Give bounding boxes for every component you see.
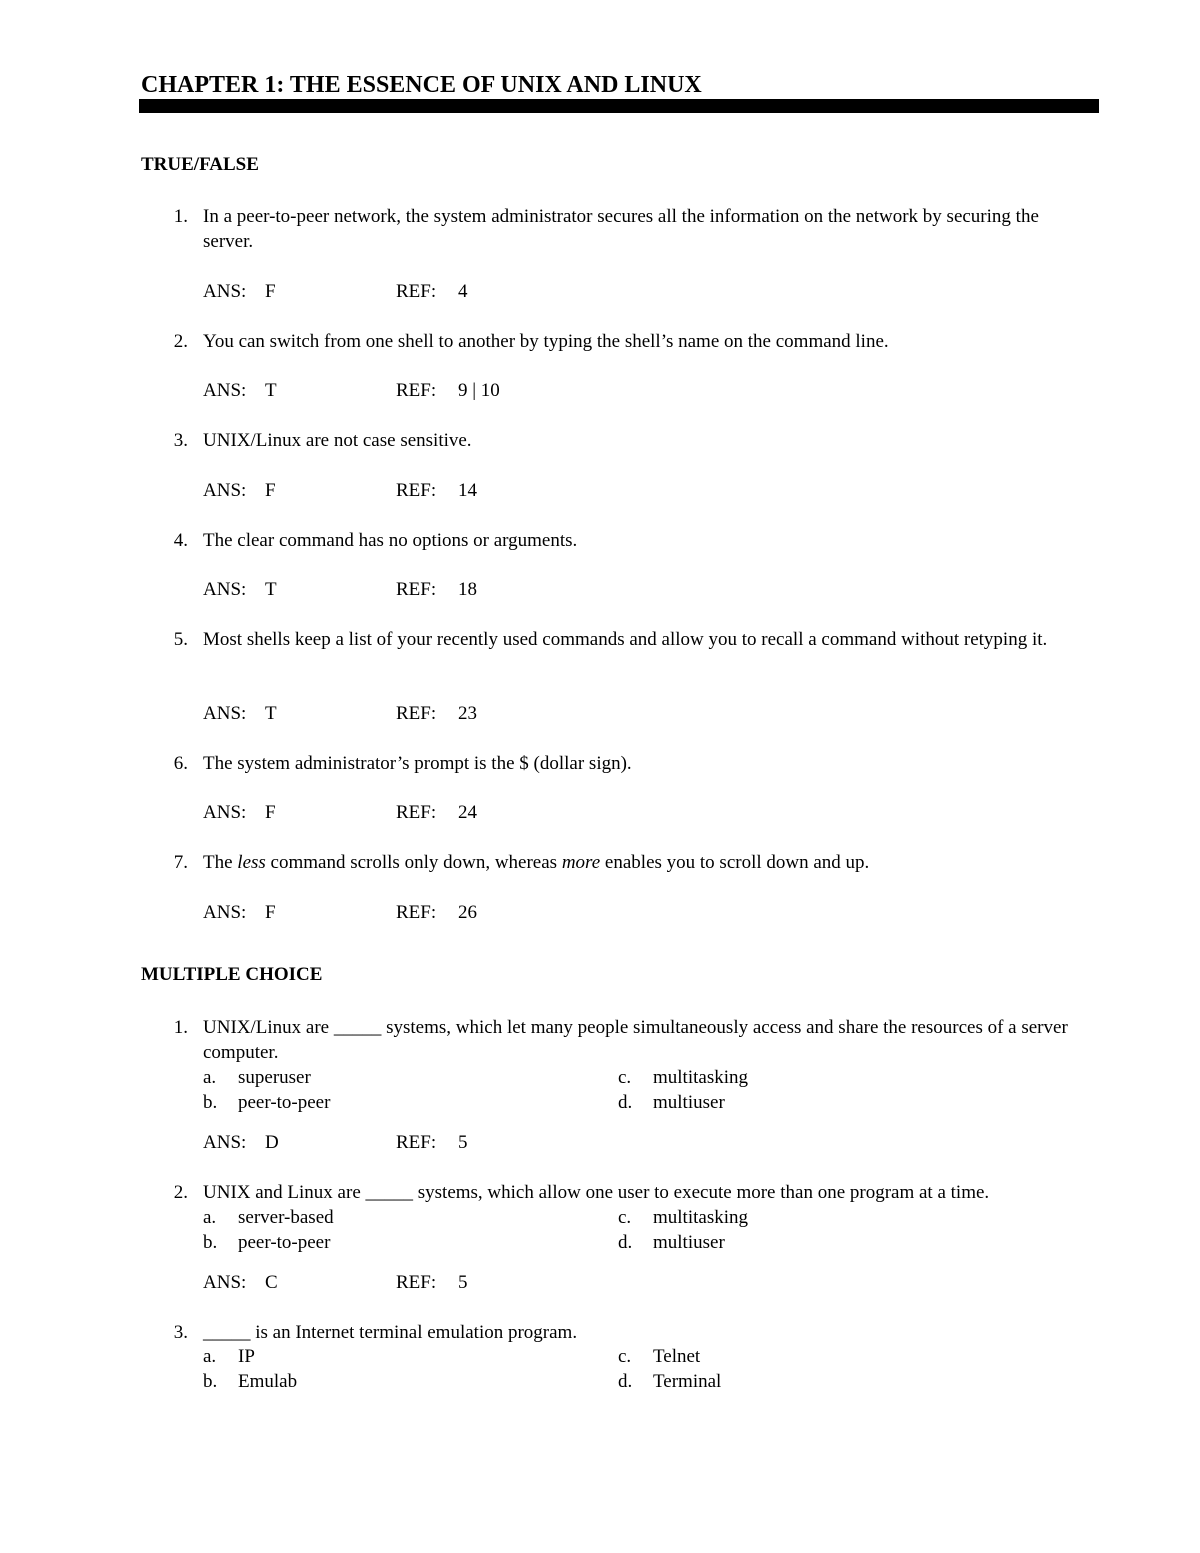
question-text: Most shells keep a list of your recently used commands and allow you to recall a command without retyping it. <box>203 629 1048 650</box>
ans-value: D <box>265 1132 279 1153</box>
ans-value: C <box>265 1272 278 1293</box>
ans-label: ANS: <box>203 1272 247 1293</box>
mc-question-1 <box>141 1015 1091 1065</box>
question-number: 6. <box>173 753 188 774</box>
chapter-title: CHAPTER 1: THE ESSENCE OF UNIX AND LINUX <box>141 72 702 98</box>
option-text: superuser <box>238 1067 311 1088</box>
mc-question-3 <box>141 1320 1091 1345</box>
ans-label: ANS: <box>203 380 247 401</box>
option-letter: d. <box>618 1092 633 1113</box>
ref-label: REF: <box>396 802 437 823</box>
tf-question-2 <box>141 329 1091 354</box>
option-text: multiuser <box>653 1092 725 1113</box>
ans-label: ANS: <box>203 579 247 600</box>
ans-label: ANS: <box>203 902 247 923</box>
option-letter: b. <box>203 1232 218 1253</box>
tf-question-6 <box>141 751 1091 776</box>
question-text <box>203 850 1091 875</box>
question-number: 4. <box>173 530 188 551</box>
question-number: 2. <box>173 331 188 352</box>
question-text-part: enables you to scroll down and up. <box>600 852 870 873</box>
option-letter: c. <box>618 1207 632 1228</box>
option-letter: c. <box>618 1346 632 1367</box>
option-text: Terminal <box>653 1371 722 1392</box>
ans-label: ANS: <box>203 480 247 501</box>
ref-label: REF: <box>396 281 437 302</box>
option-letter: d. <box>618 1371 633 1392</box>
option-text: multitasking <box>653 1207 748 1228</box>
question-text: _____ is an Internet terminal emulation program. <box>203 1322 578 1343</box>
option-text: peer-to-peer <box>238 1232 331 1253</box>
ref-value: 9 | 10 <box>458 380 500 401</box>
ref-value: 23 <box>458 703 477 724</box>
ans-label: ANS: <box>203 703 247 724</box>
ref-value: 26 <box>458 902 477 923</box>
question-text-part: command scrolls only down, whereas <box>265 852 562 873</box>
question-text: The clear command has no options or arguments. <box>203 530 578 551</box>
option-letter: a. <box>203 1067 217 1088</box>
ans-value: T <box>265 703 277 724</box>
ref-label: REF: <box>396 1132 437 1153</box>
option-letter: c. <box>618 1067 632 1088</box>
ref-value: 18 <box>458 579 477 600</box>
option-text: server-based <box>238 1207 334 1228</box>
command-name-more: more <box>561 852 601 873</box>
ans-label: ANS: <box>203 1132 247 1153</box>
question-text-part: The <box>203 852 238 873</box>
option-text: multiuser <box>653 1232 725 1253</box>
option-letter: a. <box>203 1207 217 1228</box>
question-number: 3. <box>173 430 188 451</box>
section-heading-true-false: TRUE/FALSE <box>141 154 259 175</box>
ref-label: REF: <box>396 380 437 401</box>
question-number: 2. <box>173 1182 188 1203</box>
ref-value: 24 <box>458 802 477 823</box>
question-text: UNIX/Linux are not case sensitive. <box>203 430 472 451</box>
question-number: 5. <box>173 629 188 650</box>
question-text: UNIX and Linux are _____ systems, which allow one user to execute more than one program at a time. <box>203 1182 990 1203</box>
question-number: 1. <box>173 1017 188 1038</box>
ans-value: F <box>265 281 276 302</box>
option-text: IP <box>238 1346 255 1367</box>
ref-label: REF: <box>396 703 437 724</box>
question-number: 7. <box>173 852 188 873</box>
ref-label: REF: <box>396 480 437 501</box>
ans-value: T <box>265 579 277 600</box>
ref-value: 5 <box>458 1272 468 1293</box>
ans-value: F <box>265 902 276 923</box>
tf-question-3 <box>141 428 1091 453</box>
tf-question-1 <box>141 204 1091 254</box>
option-text: multitasking <box>653 1067 748 1088</box>
section-heading-multiple-choice: MULTIPLE CHOICE <box>141 964 323 985</box>
tf-question-5 <box>141 627 1091 652</box>
question-text: UNIX/Linux are _____ systems, which let many people simultaneously access and share the resources of a server computer. <box>203 1017 1068 1063</box>
ans-label: ANS: <box>203 802 247 823</box>
option-letter: b. <box>203 1092 218 1113</box>
option-letter: b. <box>203 1371 218 1392</box>
ref-label: REF: <box>396 579 437 600</box>
option-letter: a. <box>203 1346 217 1367</box>
ans-value: F <box>265 802 276 823</box>
command-name-less: less <box>237 852 266 873</box>
ref-value: 4 <box>458 281 468 302</box>
question-text: In a peer-to-peer network, the system administrator secures all the information on the network by securing the server. <box>203 206 1039 252</box>
ref-label: REF: <box>396 1272 437 1293</box>
ref-value: 14 <box>458 480 477 501</box>
tf-question-7 <box>141 850 1091 875</box>
option-text: Emulab <box>238 1371 298 1392</box>
ans-label: ANS: <box>203 281 247 302</box>
ref-value: 5 <box>458 1132 468 1153</box>
ref-label: REF: <box>396 902 437 923</box>
question-text: You can switch from one shell to another by typing the shell’s name on the command line. <box>203 331 889 352</box>
option-text: Telnet <box>653 1346 701 1367</box>
tf-question-4 <box>141 528 1091 553</box>
option-text: peer-to-peer <box>238 1092 331 1113</box>
ans-value: F <box>265 480 276 501</box>
option-letter: d. <box>618 1232 633 1253</box>
question-text: The system administrator’s prompt is the $ (dollar sign). <box>203 753 632 774</box>
question-number: 1. <box>173 206 188 227</box>
title-rule <box>139 99 1099 113</box>
question-number: 3. <box>173 1322 188 1343</box>
mc-question-2 <box>141 1180 1091 1205</box>
ans-value: T <box>265 380 277 401</box>
